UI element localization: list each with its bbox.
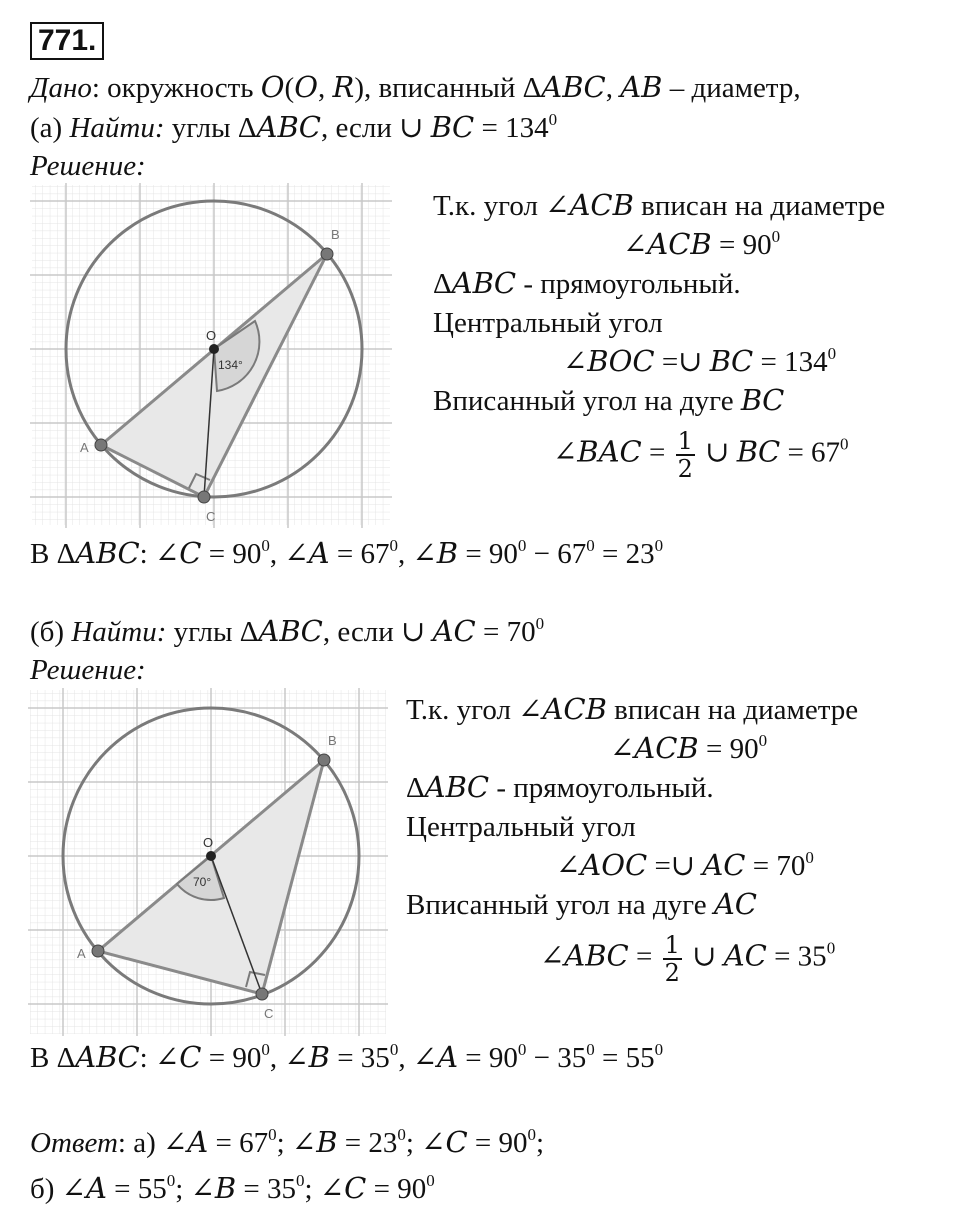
label-a: A (77, 946, 86, 961)
part-a-find-text: углы Δ𝐴𝐵𝐶, если ∪ 𝐵𝐶 = 134 (164, 112, 549, 144)
part-b-line-5-text: ∠𝐴𝑂𝐶 =∪ 𝐴𝐶 = 70 (556, 850, 806, 882)
answer-line-a (30, 1125, 544, 1161)
part-a-result-p4: − 67 (526, 538, 587, 570)
part-b-figure (28, 688, 388, 1036)
part-b-frac-num: 1 (664, 931, 680, 959)
part-b-find-label: Найти: (71, 616, 167, 648)
part-b-result-s3: 0 (517, 1040, 527, 1059)
part-b-line-2 (610, 731, 767, 767)
part-a-result-p1: В Δ𝐴𝐵𝐶: ∠𝐶 = 90 (30, 538, 262, 570)
part-b-result-p2: , ∠𝐵 = 35 (269, 1042, 390, 1074)
label-c: C (206, 509, 216, 524)
part-a-line-4: Центральный угол (433, 307, 663, 339)
answer-line-b (30, 1171, 435, 1207)
label-a: A (80, 440, 89, 455)
part-a-line-7 (553, 428, 849, 482)
part-a-result-p2: , ∠𝐴 = 67 (269, 538, 390, 570)
answer-b-s1: 0 (166, 1171, 176, 1190)
label-o: O (206, 328, 217, 343)
part-b-line-5-sup: 0 (805, 848, 814, 867)
point-c (256, 988, 268, 1000)
part-a-line-6: Вписанный угол на дуге 𝐵𝐶 (433, 385, 785, 417)
part-b-result (30, 1040, 663, 1076)
label-b: B (328, 733, 337, 748)
angle-label-a: 134° (218, 358, 243, 372)
part-a-result-s4: 0 (586, 536, 595, 555)
part-a-frac-den: 2 (677, 455, 693, 483)
part-a-line-1: Т.к. угол ∠𝐴𝐶𝐵 вписан на диаметре (433, 190, 886, 222)
part-b-result-s2: 0 (389, 1040, 399, 1059)
label-c: C (264, 1006, 274, 1021)
given-line (30, 70, 801, 106)
label-b: B (331, 227, 340, 242)
part-a-solution-label: Решение: (30, 150, 146, 182)
part-b-line-7-sup: 0 (826, 938, 836, 958)
point-b (321, 248, 333, 260)
answer-a-p2: ; ∠𝐵 = 23 (276, 1127, 398, 1159)
part-a-line-2-sup: 0 (771, 227, 781, 246)
part-b-fraction (663, 932, 682, 986)
part-a-line-3: Δ𝐴𝐵𝐶 - прямоугольный. (433, 268, 741, 300)
point-a (92, 945, 104, 957)
part-b-result-p4: − 35 (526, 1042, 587, 1074)
given-label: Дано (30, 72, 92, 104)
part-a-result-s5: 0 (654, 536, 664, 555)
part-b-result-p5: = 55 (594, 1042, 655, 1074)
part-b-find-line (30, 614, 544, 650)
part-a-line-5-sup: 0 (827, 344, 837, 363)
part-a-result-s3: 0 (517, 536, 527, 555)
answer-a-p1: : а) ∠𝐴 = 67 (117, 1127, 269, 1159)
part-b-line-1: Т.к. угол ∠𝐴𝐶𝐵 вписан на диаметре (406, 694, 859, 726)
part-a-find-sup: 0 (548, 110, 558, 129)
part-b-line-3: Δ𝐴𝐵𝐶 - прямоугольный. (406, 772, 714, 804)
part-a-line-2-text: ∠𝐴𝐶𝐵 = 90 (623, 229, 772, 261)
part-a-result-p5: = 23 (594, 538, 655, 570)
point-b (318, 754, 330, 766)
part-a-line-2 (623, 227, 780, 263)
part-a-line-5-text: ∠𝐵𝑂𝐶 =∪ 𝐵𝐶 = 134 (563, 346, 828, 378)
part-a-frac-num: 1 (677, 427, 693, 455)
part-b-result-p1: В Δ𝐴𝐵𝐶: ∠𝐶 = 90 (30, 1042, 262, 1074)
answer-a-s1: 0 (268, 1125, 277, 1144)
part-b-frac-den: 2 (664, 959, 680, 987)
point-c (198, 491, 210, 503)
part-b-line-5 (556, 848, 814, 884)
part-a-find-label: Найти: (69, 112, 165, 144)
part-b-line-7-right: ∪ 𝐴𝐶 = 35 (684, 940, 827, 973)
answer-b-s3: 0 (426, 1171, 435, 1190)
part-b-line-7 (540, 932, 835, 986)
answer-a-p4: ; (536, 1127, 545, 1159)
part-a-find-line (30, 110, 557, 146)
part-a-line-7-right: ∪ 𝐵𝐶 = 67 (697, 436, 841, 469)
part-a-line-5 (563, 344, 836, 380)
answer-b-p1: б) ∠𝐴 = 55 (30, 1173, 167, 1205)
answer-a-p3: ; ∠𝐶 = 90 (405, 1127, 528, 1159)
part-b-line-7-left: ∠𝐴𝐵𝐶 = (540, 940, 660, 973)
answer-label: Ответ (30, 1127, 118, 1159)
part-b-result-p3: , ∠𝐴 = 90 (398, 1042, 518, 1074)
part-b-find-text: углы Δ𝐴𝐵𝐶, если ∪ 𝐴𝐶 = 70 (166, 616, 536, 648)
part-a-figure (30, 183, 392, 528)
part-b-result-s1: 0 (261, 1040, 270, 1059)
part-a-result (30, 536, 663, 572)
part-b-line-4: Центральный угол (406, 811, 636, 843)
part-a-line-7-left: ∠𝐵𝐴𝐶 = (553, 436, 673, 469)
point-o (209, 344, 219, 354)
given-text: : окружность 𝑂(𝑂, 𝑅), вписанный Δ𝐴𝐵𝐶, 𝐴𝐵 – диаметр, (91, 72, 801, 104)
answer-a-s3: 0 (527, 1125, 537, 1144)
answer-b-p3: ; ∠𝐶 = 90 (304, 1173, 427, 1205)
part-a-line-7-sup: 0 (840, 434, 849, 454)
point-o (206, 851, 216, 861)
answer-b-p2: ; ∠𝐵 = 35 (175, 1173, 297, 1205)
part-a-result-p3: , ∠𝐵 = 90 (397, 538, 518, 570)
part-b-line-6: Вписанный угол на дуге 𝐴𝐶 (406, 889, 757, 921)
part-b-result-s4: 0 (586, 1040, 595, 1059)
part-a-result-s2: 0 (389, 536, 398, 555)
part-b-prefix: (б) (30, 616, 72, 648)
part-b-line-2-text: ∠𝐴𝐶𝐵 = 90 (610, 733, 759, 765)
part-a-result-s1: 0 (261, 536, 270, 555)
label-o: O (203, 835, 214, 850)
part-b-line-2-sup: 0 (758, 731, 768, 750)
part-a-fraction (676, 428, 695, 482)
point-a (95, 439, 107, 451)
part-a-prefix: (а) (30, 112, 70, 144)
part-b-result-s5: 0 (654, 1040, 664, 1059)
problem-number: 771. (30, 22, 104, 60)
angle-label-b: 70° (193, 875, 212, 889)
part-b-find-sup: 0 (535, 614, 545, 633)
answer-a-s2: 0 (397, 1125, 406, 1144)
answer-b-s2: 0 (296, 1171, 305, 1190)
part-b-solution-label: Решение: (30, 654, 146, 686)
